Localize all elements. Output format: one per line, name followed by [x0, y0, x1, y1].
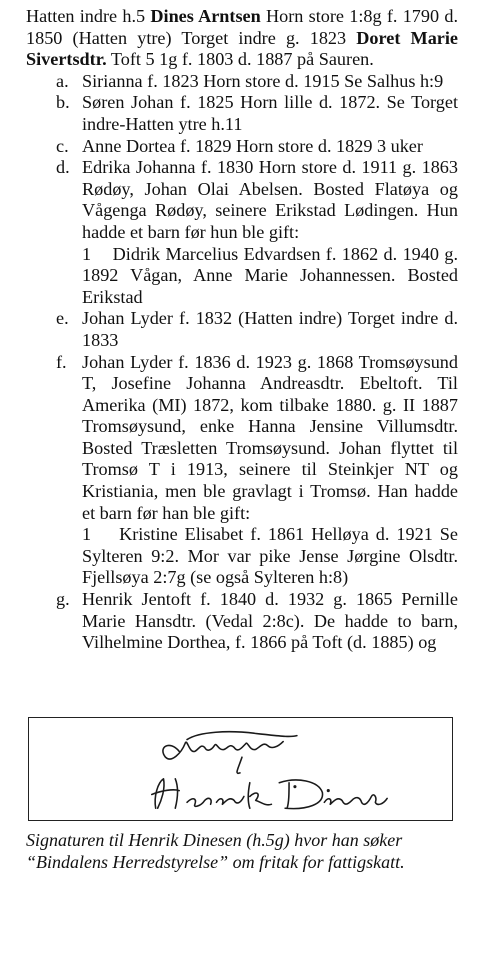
child-text: Henrik Jentoft f. 1840 d. 1932 g. 1865 Pernille Marie Hansdtr. (Vedal 2:8c). De hadde to barn, Vilhelmine Dorthea, f. 1866 på Toft (d. 1885) og	[82, 589, 458, 653]
child-entry-a	[26, 71, 458, 93]
document-page	[26, 6, 463, 654]
child-entry-d	[26, 157, 463, 308]
list-marker: f.	[56, 351, 67, 372]
child-entry-e	[26, 308, 458, 351]
intro-text-3: Toft 5 1g f. 1803 d. 1887 på Sauren.	[106, 49, 374, 70]
father-name: Dines Arntsen	[150, 6, 261, 26]
list-marker: a.	[56, 70, 69, 91]
list-marker: g.	[56, 589, 70, 610]
child-entry-f	[26, 351, 463, 590]
child-text: Johan Lyder f. 1836 d. 1923 g. 1868 Tromsøysund T, Josefine Johanna Andreasdtr. Ebeltoft. Til Amerika (MI) 1872, kom tilbake 1880. g. II 1887 Tromsøysund, enke Hanna Jensine Villumsdtr. Bosted Træsletten Tromsøysund. Johan flyttet til Tromsø T i 1913, seinere til Steinkjer NT og Kristiania, men ble gravlagt i Tromsø. Han hadde et barn før han ble gift:	[82, 351, 458, 523]
child-text: Johan Lyder f. 1832 (Hatten indre) Torget indre d. 1833	[82, 308, 458, 350]
child-entry-b	[26, 92, 458, 135]
grandchild-entry: 1 Kristine Elisabet f. 1861 Helløya d. 1921 Se Sylteren 9:2. Mor var pike Jense Jørgine Olsdtr. Fjellsøya 2:7g (se også Sylteren h:8)	[82, 524, 463, 588]
handwritten-signature	[29, 718, 452, 820]
child-entry-g	[26, 589, 458, 654]
grandchild-entry: 1 Didrik Marcelius Edvardsen f. 1862 d. 1940 g. 1892 Vågan, Anne Marie Johannessen. Bosted Erikstad	[82, 243, 463, 307]
family-intro	[26, 6, 458, 71]
list-marker: e.	[56, 308, 69, 329]
list-marker: d.	[56, 157, 70, 178]
child-entry-c	[26, 136, 458, 158]
intro-text-2: Horn store 1:8g f. 1790 d. 1850 (Hatten ytre) Torget indre g. 1823	[26, 6, 458, 48]
child-text: Anne Dortea f. 1829 Horn store d. 1829 3 uker	[82, 135, 423, 156]
children-list	[26, 70, 463, 654]
child-text: Søren Johan f. 1825 Horn lille d. 1872. Se Torget indre-Hatten ytre h.11	[82, 92, 458, 134]
list-marker: c.	[56, 135, 69, 156]
mother-name: Doret Marie Sivertsdtr.	[26, 27, 458, 70]
signature-image	[28, 717, 453, 821]
intro-text-1: Hatten indre h.5	[26, 6, 151, 26]
image-caption: Signaturen til Henrik Dinesen (h.5g) hvor han søker “Bindalens Herredstyrelse” om fritak for fattigskatt.	[26, 830, 405, 872]
list-marker: b.	[56, 92, 70, 113]
child-text: Sirianna f. 1823 Horn store d. 1915 Se Salhus h:9	[82, 70, 444, 91]
child-text: Edrika Johanna f. 1830 Horn store d. 1911 g. 1863 Rødøy, Johan Olai Abelsen. Bosted Flatøya og Vågenga Rødøy, seinere Erikstad Lødingen. Hun hadde et barn før hun ble gift:	[82, 157, 458, 242]
